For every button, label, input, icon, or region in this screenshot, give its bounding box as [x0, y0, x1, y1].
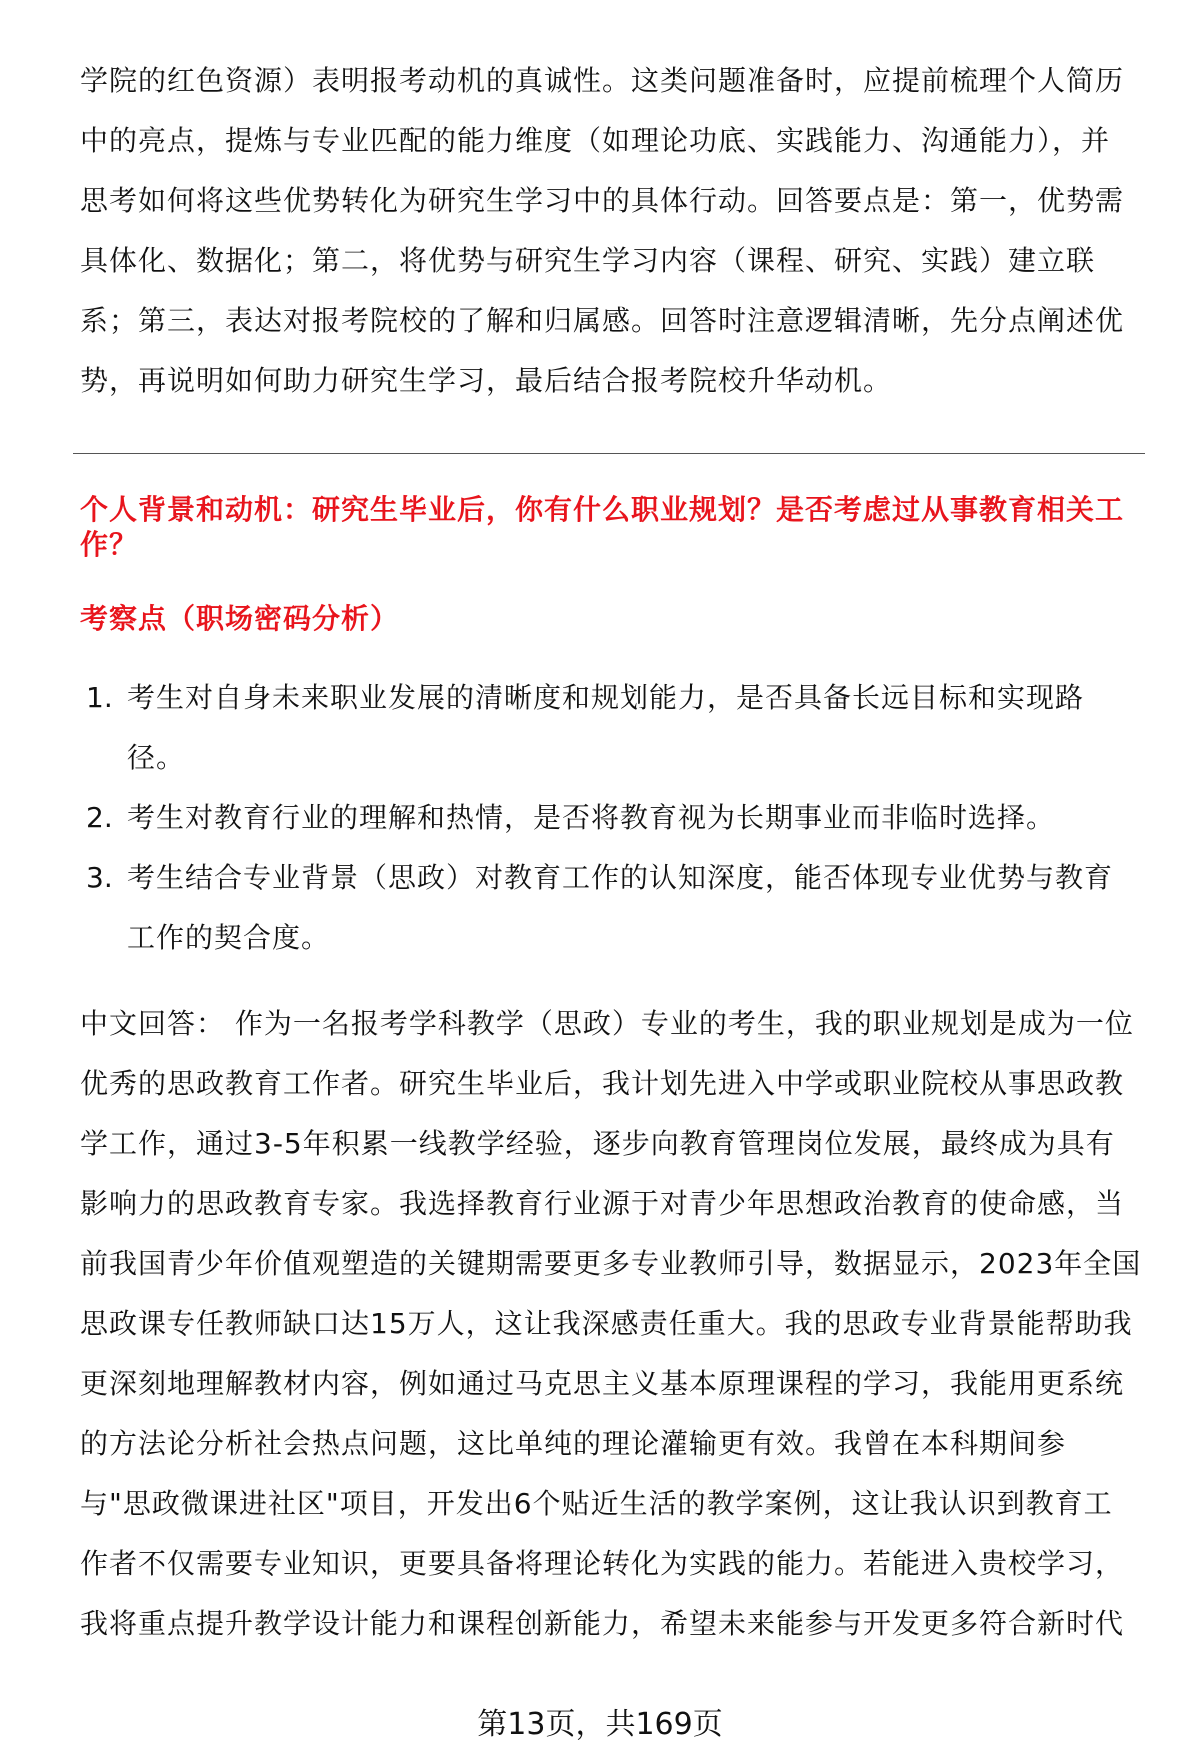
- text-line: 学院的红色资源）表明报考动机的真诚性。这类问题准备时，应提前梳理个人简历: [80, 64, 1125, 97]
- text-line: 作者不仅需要专业知识，更要具备将理论转化为实践的能力。若能进入贵校学习，: [80, 1547, 1125, 1580]
- text-line: 前我国青少年价值观塑造的关键期需要更多专业教师引导，数据显示，2023年全国: [80, 1247, 1142, 1280]
- text-line: 中文回答： 作为一名报考学科教学（思政）专业的考生，我的职业规划是成为一位: [80, 1007, 1134, 1040]
- text-line: 优秀的思政教育工作者。研究生毕业后，我计划先进入中学或职业院校从事思政教: [80, 1067, 1125, 1100]
- text-line: 系；第三，表达对报考院校的了解和归属感。回答时注意逻辑清晰，先分点阐述优: [80, 304, 1125, 337]
- list-number: 3.: [86, 861, 113, 894]
- text-line: 与"思政微课进社区"项目，开发出6个贴近生活的教学案例，这让我认识到教育工: [80, 1487, 1113, 1520]
- list-number: 1.: [86, 681, 113, 714]
- heading-line: 作？: [80, 528, 139, 561]
- text-line: 我将重点提升教学设计能力和课程创新能力，希望未来能参与开发更多符合新时代: [80, 1607, 1125, 1640]
- page-number: 第13页，共169页: [477, 1707, 723, 1742]
- subheading: 考察点（职场密码分析）: [80, 602, 400, 635]
- list-item-line: 考生对自身未来职业发展的清晰度和规划能力，是否具备长远目标和实现路: [127, 681, 1085, 714]
- text-line: 势，再说明如何助力研究生学习，最后结合报考院校升华动机。: [80, 364, 893, 397]
- list-number: 2.: [86, 801, 113, 834]
- list-item-line: 工作的契合度。: [127, 921, 331, 954]
- text-line: 影响力的思政教育专家。我选择教育行业源于对青少年思想政治教育的使命感，当: [80, 1187, 1125, 1220]
- text-line: 思考如何将这些优势转化为研究生学习中的具体行动。回答要点是：第一，优势需: [80, 184, 1125, 217]
- list-item-line: 考生结合专业背景（思政）对教育工作的认知深度，能否体现专业优势与教育: [127, 861, 1114, 894]
- list-item-line: 径。: [127, 741, 186, 774]
- heading-line: 个人背景和动机：研究生毕业后，你有什么职业规划？是否考虑过从事教育相关工: [80, 493, 1125, 526]
- text-line: 中的亮点，提炼与专业匹配的能力维度（如理论功底、实践能力、沟通能力），并: [80, 124, 1111, 157]
- list-item-line: 考生对教育行业的理解和热情，是否将教育视为长期事业而非临时选择。: [127, 801, 1056, 834]
- text-line: 更深刻地理解教材内容，例如通过马克思主义基本原理课程的学习，我能用更系统: [80, 1367, 1125, 1400]
- text-line: 的方法论分析社会热点问题，这比单纯的理论灌输更有效。我曾在本科期间参: [80, 1427, 1067, 1460]
- text-line: 思政课专任教师缺口达15万人，这让我深感责任重大。我的思政专业背景能帮助我: [80, 1307, 1133, 1340]
- text-line: 学工作，通过3-5年积累一线教学经验，逐步向教育管理岗位发展，最终成为具有: [80, 1127, 1115, 1160]
- text-line: 具体化、数据化；第二，将优势与研究生学习内容（课程、研究、实践）建立联: [80, 244, 1096, 277]
- section-divider: [73, 453, 1145, 454]
